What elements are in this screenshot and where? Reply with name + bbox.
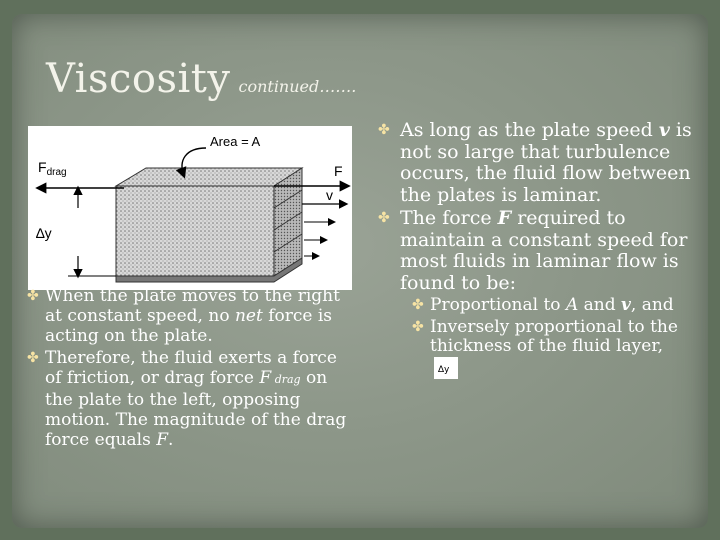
slab-front-face — [116, 186, 274, 276]
title-main: Viscosity — [46, 56, 231, 102]
bullet-icon: ✤ — [378, 210, 390, 226]
bullet-emphasis: net — [234, 306, 263, 326]
right-bullet-list — [378, 120, 696, 381]
plate-diagram-svg — [28, 126, 352, 290]
bullet-icon: ✤ — [27, 350, 39, 366]
slide-title — [46, 56, 356, 102]
bullet-text: Proportional to — [430, 295, 566, 315]
force-label: F — [334, 163, 343, 179]
list-item — [378, 120, 696, 206]
list-item — [378, 208, 696, 379]
drag-force-label: $F_{drag}$ — [38, 159, 67, 178]
bullet-text: , and — [630, 295, 674, 315]
bullet-emphasis: F — [156, 430, 169, 450]
left-bullet-list — [27, 286, 347, 452]
area-label: Area = A — [210, 134, 261, 149]
slab-top-face — [116, 168, 302, 186]
bullet-text: required to maintain a constant speed for most fluids in laminar flow is found to be: — [400, 207, 688, 294]
bullet-text: As long as the plate speed — [400, 119, 659, 141]
list-item — [27, 286, 347, 346]
bullet-text: When the plate moves to the right at constant speed, no — [45, 286, 340, 326]
list-item — [27, 348, 347, 450]
delta-y-label: ∆y — [438, 364, 450, 375]
bullet-text: . — [168, 430, 174, 450]
list-item — [400, 318, 696, 379]
thickness-label: ∆y — [36, 225, 52, 241]
bullet-emphasis: v — [658, 119, 670, 141]
bullet-text: The force — [400, 207, 498, 229]
title-subtitle: continued……. — [238, 77, 357, 96]
bullet-text: Therefore, the fluid exerts a force of friction, or drag force — [45, 348, 337, 388]
bullet-icon: ✤ — [412, 318, 424, 335]
bullet-text: on the plate to the left, opposing motion. The magnitude of the drag force equals — [45, 368, 347, 450]
bullet-icon: ✤ — [378, 122, 390, 138]
viscosity-plate-diagram — [28, 126, 352, 290]
bullet-text: Inversely proportional to the thickness of the fluid layer, — [430, 316, 678, 356]
bullet-emphasis: A — [565, 295, 579, 315]
bullet-text: is not so large that turbulence occurs, the fluid flow between the plates is laminar. — [400, 119, 692, 206]
bullet-text: force is acting on the plate. — [45, 306, 333, 346]
bullet-emphasis: F — [259, 368, 272, 388]
slab-right-face — [274, 168, 302, 276]
bullet-icon: ✤ — [27, 288, 39, 304]
delta-y-icon — [434, 357, 458, 379]
bullet-icon: ✤ — [412, 297, 424, 313]
bullet-emphasis: F — [497, 207, 512, 229]
bullet-text: and — [578, 295, 622, 315]
bullet-emphasis: v — [621, 295, 631, 315]
velocity-label: v — [326, 187, 333, 203]
sub-bullet-list — [400, 296, 696, 379]
list-item — [400, 296, 696, 316]
bullet-subscript: drag — [271, 373, 301, 386]
